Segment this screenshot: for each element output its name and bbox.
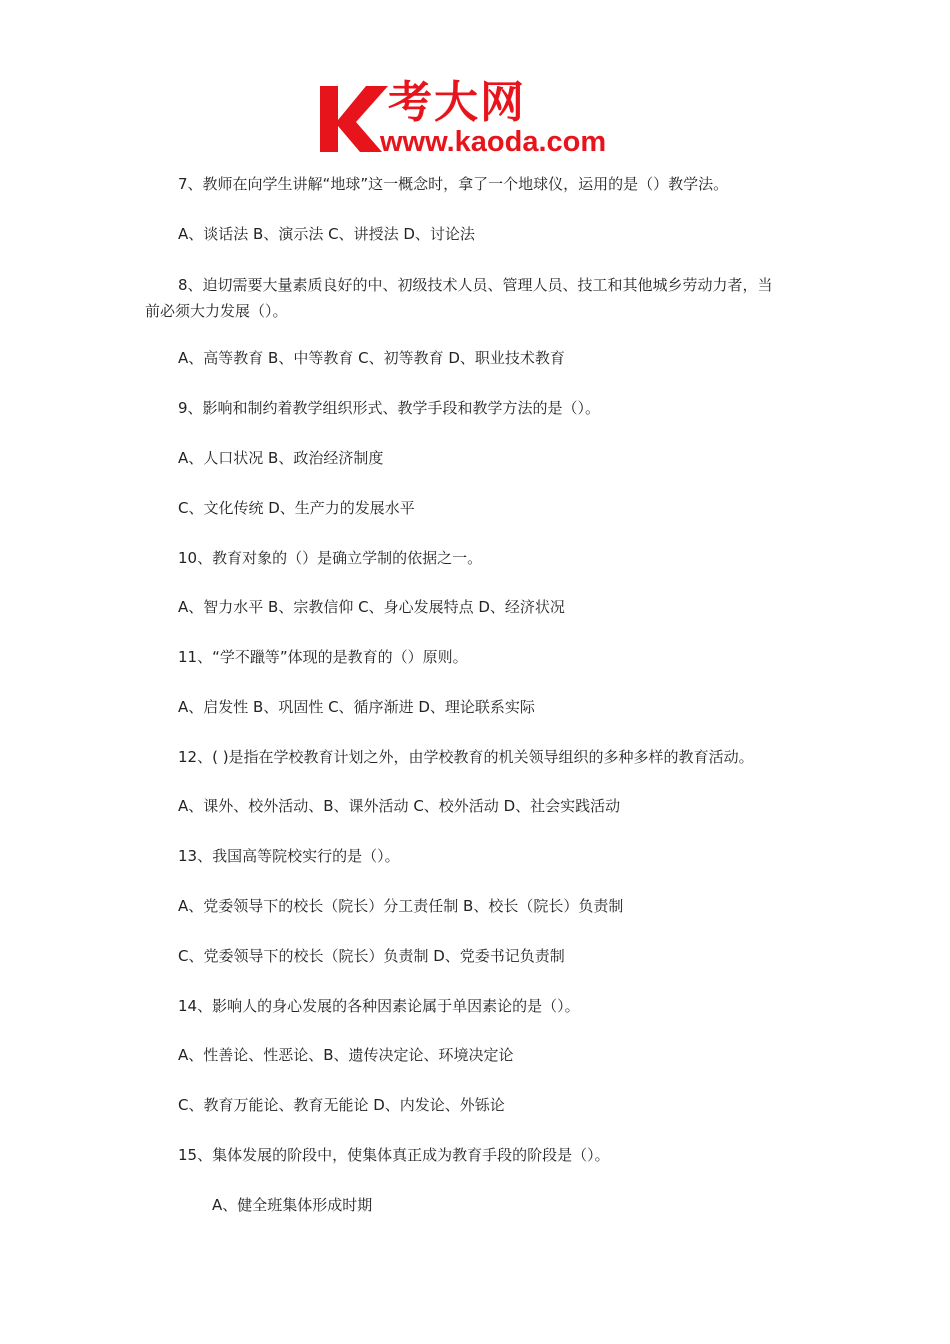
question-9-options-ab: A、人口状况 B、政治经济制度: [178, 449, 384, 467]
question-8-line-2: 前必须大力发展（）。: [145, 302, 288, 320]
question-15-option-a: A、健全班集体形成时期: [212, 1196, 373, 1214]
question-9: 9、影响和制约着教学组织形式、教学手段和教学方法的是（）。: [178, 399, 601, 417]
logo-brand-name: 考大网: [388, 77, 526, 128]
question-7-options: A、谈话法 B、演示法 C、讲授法 D、讨论法: [178, 225, 475, 243]
kaoda-logo: [318, 78, 638, 158]
question-9-options-cd: C、文化传统 D、生产力的发展水平: [178, 499, 415, 517]
question-13-options-ab: A、党委领导下的校长（院长）分工责任制 B、校长（院长）负责制: [178, 897, 624, 915]
question-7: 7、教师在向学生讲解“地球”这一概念时，拿了一个地球仪，运用的是（）教学法。: [178, 175, 729, 193]
question-12-options: A、课外、校外活动、B、课外活动 C、校外活动 D、社会实践活动: [178, 797, 621, 815]
question-14-options-ab: A、性善论、性恶论、B、遗传决定论、环境决定论: [178, 1046, 514, 1064]
logo-url: www.kaoda.com: [380, 126, 607, 158]
question-10: 10、教育对象的（）是确立学制的依据之一。: [178, 549, 483, 567]
question-13-options-cd: C、党委领导下的校长（院长）负责制 D、党委书记负责制: [178, 947, 565, 965]
question-8: [145, 272, 815, 324]
question-11-options: A、启发性 B、巩固性 C、循序渐进 D、理论联系实际: [178, 698, 535, 716]
question-12: 12、( )是指在学校教育计划之外，由学校教育的机关领导组织的多种多样的教育活动。: [178, 748, 754, 766]
question-8-line-1: 8、迫切需要大量素质良好的中、初级技术人员、管理人员、技工和其他城乡劳动力者，当: [178, 276, 773, 294]
question-10-options: A、智力水平 B、宗教信仰 C、身心发展特点 D、经济状况: [178, 598, 565, 616]
question-15: 15、集体发展的阶段中，使集体真正成为教育手段的阶段是（）。: [178, 1146, 610, 1164]
question-14: 14、影响人的身心发展的各种因素论属于单因素论的是（）。: [178, 997, 580, 1015]
question-14-options-cd: C、教育万能论、教育无能论 D、内发论、外铄论: [178, 1096, 505, 1114]
question-13: 13、我国高等院校实行的是（）。: [178, 847, 400, 865]
question-11: 11、“学不躐等”体现的是教育的（）原则。: [178, 648, 468, 666]
question-8-options: A、高等教育 B、中等教育 C、初等教育 D、职业技术教育: [178, 349, 565, 367]
